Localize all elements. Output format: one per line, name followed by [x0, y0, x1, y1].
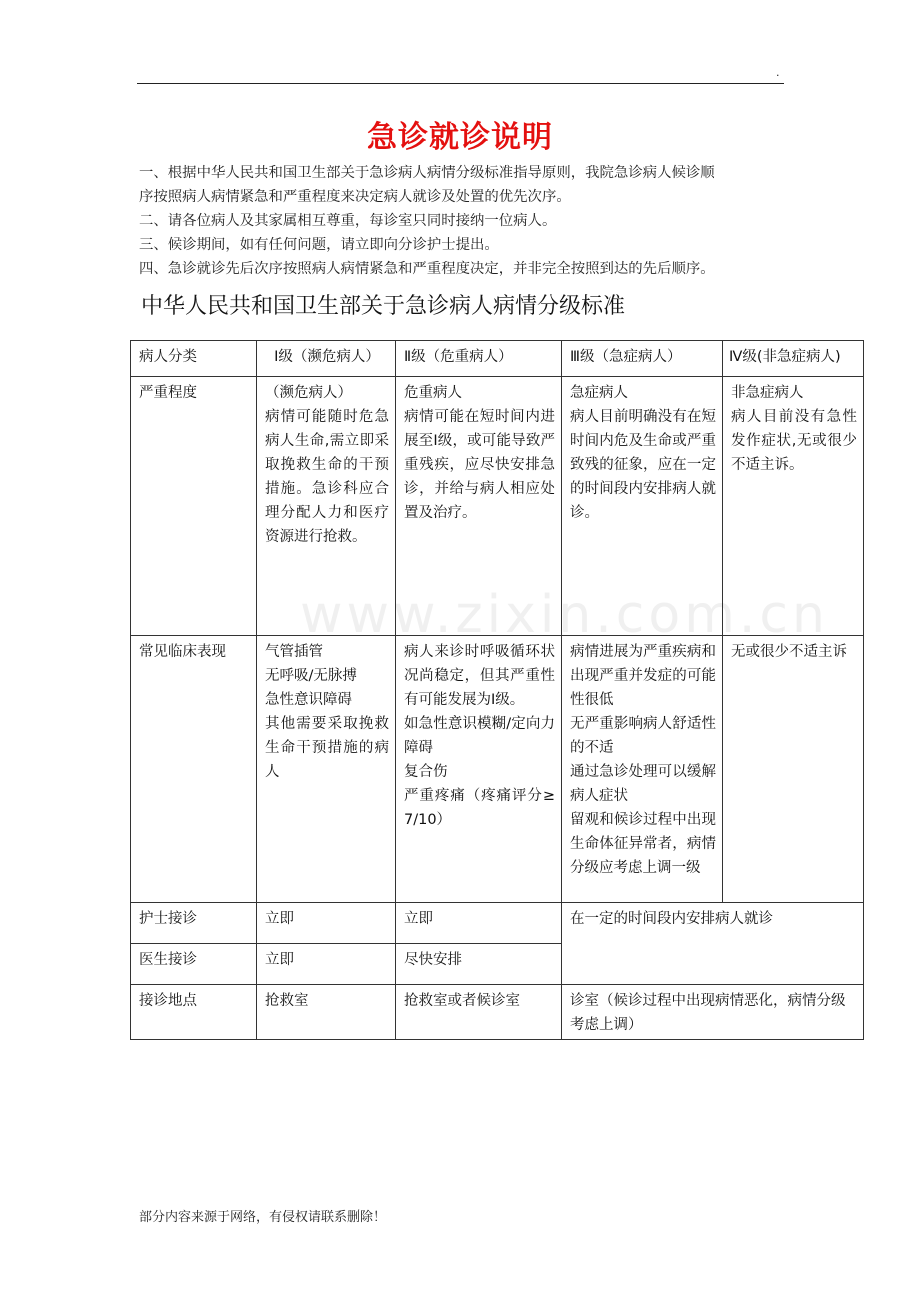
- row-label: 医生接诊: [131, 944, 257, 985]
- cell-text: 急症病人: [570, 385, 628, 401]
- table-header-row: [131, 341, 864, 377]
- table-cell: 在一定的时间段内安排病人就诊: [562, 903, 864, 985]
- table-row-severity: [131, 377, 864, 636]
- cell-text: 病人目前没有急性发作症状,无或很少不适主诉。: [731, 409, 857, 473]
- table-cell: 尽快安排: [396, 944, 562, 985]
- cell-text: 病情可能随时危急病人生命,需立即采取挽救生命的干预措施。急诊科应合理分配人力和医疗资源进行抢救。: [265, 409, 389, 545]
- table-cell: 诊室（候诊过程中出现病情恶化，病情分级考虑上调）: [562, 985, 864, 1040]
- cell-text: 病情进展为严重疾病和出现严重并发症的可能性很低: [570, 644, 716, 708]
- cell-text: 病人来诊时呼吸循环状况尚稳定，但其严重性有可能发展为Ⅰ级。: [404, 644, 555, 708]
- table-cell: 立即: [257, 903, 396, 944]
- table-row-nurse: [131, 903, 864, 944]
- cell-text: （濒危病人）: [265, 385, 352, 401]
- table-row-clinical: [131, 636, 864, 903]
- cell-text: 危重病人: [404, 385, 462, 401]
- table-cell: [723, 377, 864, 636]
- triage-grading-table: [130, 340, 864, 1040]
- intro-line: 序按照病人病情紧急和严重程度来决定病人就诊及处置的优先次序。: [139, 189, 571, 205]
- row-label: 护士接诊: [131, 903, 257, 944]
- table-cell: [257, 377, 396, 636]
- table-cell: 抢救室或者候诊室: [396, 985, 562, 1040]
- cell-text: 如急性意识模糊/定向力障碍: [404, 716, 555, 756]
- page-title: 急诊就诊说明: [367, 120, 553, 155]
- cell-text: 通过急诊处理可以缓解病人症状: [570, 764, 716, 804]
- header-cell: Ⅲ级（急症病人）: [562, 341, 723, 377]
- row-label: 严重程度: [131, 377, 257, 636]
- table-cell: [562, 377, 723, 636]
- header-cell: Ⅰ级（濒危病人）: [257, 341, 396, 377]
- footer-note: 部分内容来源于网络，有侵权请联系删除！: [139, 1210, 387, 1225]
- header-cell: 病人分类: [131, 341, 257, 377]
- intro-paragraphs: [139, 161, 789, 281]
- table-cell: [562, 636, 723, 903]
- cell-text: 严重疼痛（疼痛评分≥7/10）: [404, 788, 555, 828]
- table-cell: 抢救室: [257, 985, 396, 1040]
- table-cell: [723, 636, 864, 903]
- header-mark: .: [776, 66, 780, 79]
- table-row-location: [131, 985, 864, 1040]
- table-cell: 立即: [396, 903, 562, 944]
- table-cell: [396, 636, 562, 903]
- watermark: www.zixin.com.cn: [300, 585, 829, 645]
- intro-line: 四、急诊就诊先后次序按照病人病情紧急和严重程度决定，并非完全按照到达的先后顺序。: [139, 261, 715, 277]
- intro-line: 二、请各位病人及其家属相互尊重，每诊室只同时接纳一位病人。: [139, 213, 557, 229]
- header-rule: [137, 83, 784, 84]
- cell-text: 无或很少不适主诉: [731, 644, 847, 660]
- cell-text: 其他需要采取挽救生命干预措施的病人: [265, 716, 389, 780]
- cell-text: 复合伤: [404, 764, 448, 780]
- section-heading: 中华人民共和国卫生部关于急诊病人病情分级标准: [141, 294, 626, 319]
- intro-line: 一、根据中华人民共和国卫生部关于急诊病人病情分级标准指导原则，我院急诊病人候诊顺: [139, 165, 715, 181]
- header-cell: Ⅱ级（危重病人）: [396, 341, 562, 377]
- row-label: 常见临床表现: [131, 636, 257, 903]
- cell-text: 急性意识障碍: [265, 692, 352, 708]
- table-cell: [396, 377, 562, 636]
- table-cell: [257, 636, 396, 903]
- cell-text: 非急症病人: [731, 385, 804, 401]
- cell-text: 气管插管: [265, 644, 323, 660]
- cell-text: 病人目前明确没有在短时间内危及生命或严重致残的征象，应在一定的时间段内安排病人就诊。: [570, 409, 716, 521]
- cell-text: 留观和候诊过程中出现生命体征异常者，病情分级应考虑上调一级: [570, 812, 716, 876]
- cell-text: 病情可能在短时间内进展至Ⅰ级，或可能导致严重残疾，应尽快安排急诊，并给与病人相应处置及治疗。: [404, 409, 555, 521]
- cell-text: 无严重影响病人舒适性的不适: [570, 716, 716, 756]
- table-cell: 立即: [257, 944, 396, 985]
- header-cell: Ⅳ级(非急症病人): [723, 341, 864, 377]
- intro-line: 三、候诊期间，如有任何问题，请立即向分诊护士提出。: [139, 237, 499, 253]
- row-label: 接诊地点: [131, 985, 257, 1040]
- cell-text: 无呼吸/无脉搏: [265, 668, 357, 684]
